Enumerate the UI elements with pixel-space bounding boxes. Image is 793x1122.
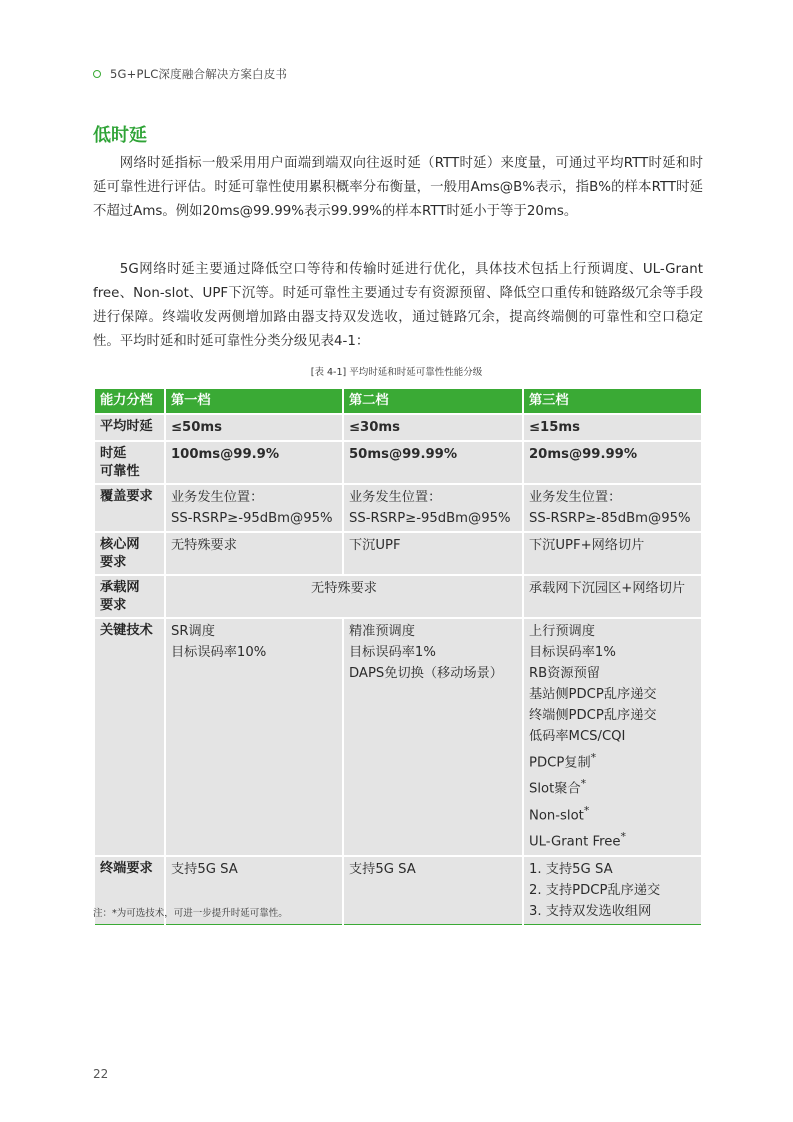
- header-tier-2: 第二档: [343, 389, 523, 414]
- cell: [343, 484, 523, 532]
- cell-line: 精准预调度: [349, 624, 415, 639]
- cell: [343, 618, 523, 856]
- header-tier-3: 第三档: [523, 389, 701, 414]
- cell-line: 上行预调度: [529, 624, 595, 639]
- cell-line: 低码率MCS/CQI: [529, 729, 626, 744]
- cell-line: SS-RSRP≥-85dBm@95%: [529, 511, 691, 526]
- running-header: [93, 66, 287, 82]
- asterisk-mark: *: [580, 777, 587, 791]
- cell-line: [529, 826, 696, 852]
- asterisk-mark: *: [590, 751, 597, 764]
- page-number: 22: [93, 1067, 109, 1081]
- row-label-terminal: 终端要求: [95, 856, 165, 925]
- cell-line: 3. 支持双发选收组网: [529, 903, 652, 919]
- cell-line: 目标误码率1%: [349, 645, 436, 660]
- table-row-key-technology: [95, 618, 701, 856]
- cell: 20ms@99.99%: [523, 441, 701, 484]
- cell-line: 1. 支持5G SA: [529, 861, 613, 877]
- table-header-row: [95, 389, 701, 414]
- cell: 50ms@99.99%: [343, 441, 523, 484]
- cell-line: 业务发生位置：: [349, 490, 442, 505]
- cell-line: [529, 800, 696, 826]
- cell: 下沉UPF+网络切片: [523, 532, 701, 575]
- cell-line: 2. 支持PDCP乱序递交: [529, 882, 661, 898]
- header-capability: 能力分档: [95, 389, 165, 414]
- latency-grading-table: [95, 389, 701, 925]
- cell: [523, 856, 701, 925]
- row-label-core-network: [95, 532, 165, 575]
- label-line: 要求: [100, 598, 127, 613]
- table-row-coverage: [95, 484, 701, 532]
- label-line: 可靠性: [100, 464, 140, 479]
- cell-line: SS-RSRP≥-95dBm@95%: [349, 511, 511, 526]
- cell-line: 业务发生位置：: [529, 490, 622, 505]
- label-line: 承载网: [100, 580, 140, 595]
- table-row-bearer-network: [95, 575, 701, 618]
- optional-tech: Slot聚合: [529, 781, 581, 797]
- row-label-coverage: 覆盖要求: [95, 484, 165, 532]
- optional-tech: UL-Grant Free: [529, 834, 621, 850]
- cell-line: [529, 773, 696, 799]
- label-line: 时延: [100, 446, 127, 461]
- paragraph-latency-optimization: 5G网络时延主要通过降低空口等待和传输时延进行优化，具体技术包括上行预调度、UL-Grant free、Non-slot、UPF下沉等。时延可靠性主要通过专有资源预留、降低空口重传和链路级冗余等手段进行保障。终端收发两侧增加路由器支持双发选收，通过链路冗余，提高终端侧的可靠性和空口稳定性。平均时延和时延可靠性分类分级见表4-1：: [93, 262, 703, 349]
- optional-tech: Non-slot: [529, 808, 584, 824]
- cell: [523, 618, 701, 856]
- table-row-latency-reliability: [95, 441, 701, 484]
- cell: 无特殊要求: [165, 532, 343, 575]
- cell-line: [529, 747, 696, 773]
- cell: [165, 484, 343, 532]
- cell-line: 业务发生位置：: [171, 490, 264, 505]
- asterisk-mark: *: [620, 830, 626, 844]
- cell-line: DAPS免切换（移动场景）: [349, 666, 503, 681]
- cell: 支持5G SA: [343, 856, 523, 925]
- cell: 下沉UPF: [343, 532, 523, 575]
- cell: ≤30ms: [343, 414, 523, 441]
- cell-line: 基站侧PDCP乱序递交: [529, 687, 657, 702]
- optional-tech: PDCP复制: [529, 755, 591, 771]
- merged-cell: 无特殊要求: [165, 575, 523, 618]
- label-line: 要求: [100, 555, 127, 570]
- cell: 承载网下沉园区+网络切片: [523, 575, 701, 618]
- cell: ≤15ms: [523, 414, 701, 441]
- table-row-core-network: [95, 532, 701, 575]
- label-line: 核心网: [100, 537, 140, 552]
- asterisk-mark: *: [583, 803, 590, 817]
- cell: 100ms@99.9%: [165, 441, 343, 484]
- row-label-avg-latency: 平均时延: [95, 414, 165, 441]
- cell-line: 终端侧PDCP乱序递交: [529, 708, 657, 723]
- cell-line: SR调度: [171, 624, 215, 639]
- section-title: 低时延: [93, 125, 147, 146]
- cell: [165, 618, 343, 856]
- row-label-key-technology: 关键技术: [95, 618, 165, 856]
- paragraph-latency-metric: 网络时延指标一般采用用户面端到端双向往返时延（RTT时延）来度量，可通过平均RTT时延和时延可靠性进行评估。时延可靠性使用累积概率分布衡量，一般用Ams@B%表示，指B%的样本RTT时延不超过Ams。例如20ms@99.99%表示99.99%的样本RTT时延小于等于20ms。: [93, 156, 703, 219]
- table-row-avg-latency: [95, 414, 701, 441]
- cell-line: 目标误码率10%: [171, 645, 267, 660]
- circle-bullet-icon: [93, 70, 101, 78]
- cell-line: 目标误码率1%: [529, 645, 616, 660]
- table-footnote: 注：*为可选技术，可进一步提升时延可靠性。: [93, 908, 288, 919]
- cell: 支持5G SA: [165, 856, 343, 925]
- cell-line: RB资源预留: [529, 666, 600, 681]
- header-tier-1: 第一档: [165, 389, 343, 414]
- cell-line: SS-RSRP≥-95dBm@95%: [171, 511, 333, 526]
- cell: ≤50ms: [165, 414, 343, 441]
- cell: [523, 484, 701, 532]
- table-caption: [表 4-1] 平均时延和时延可靠性性能分级: [310, 367, 483, 378]
- header-title: 5G+PLC深度融合解决方案白皮书: [110, 67, 288, 81]
- row-label-latency-reliability: [95, 441, 165, 484]
- row-label-bearer-network: [95, 575, 165, 618]
